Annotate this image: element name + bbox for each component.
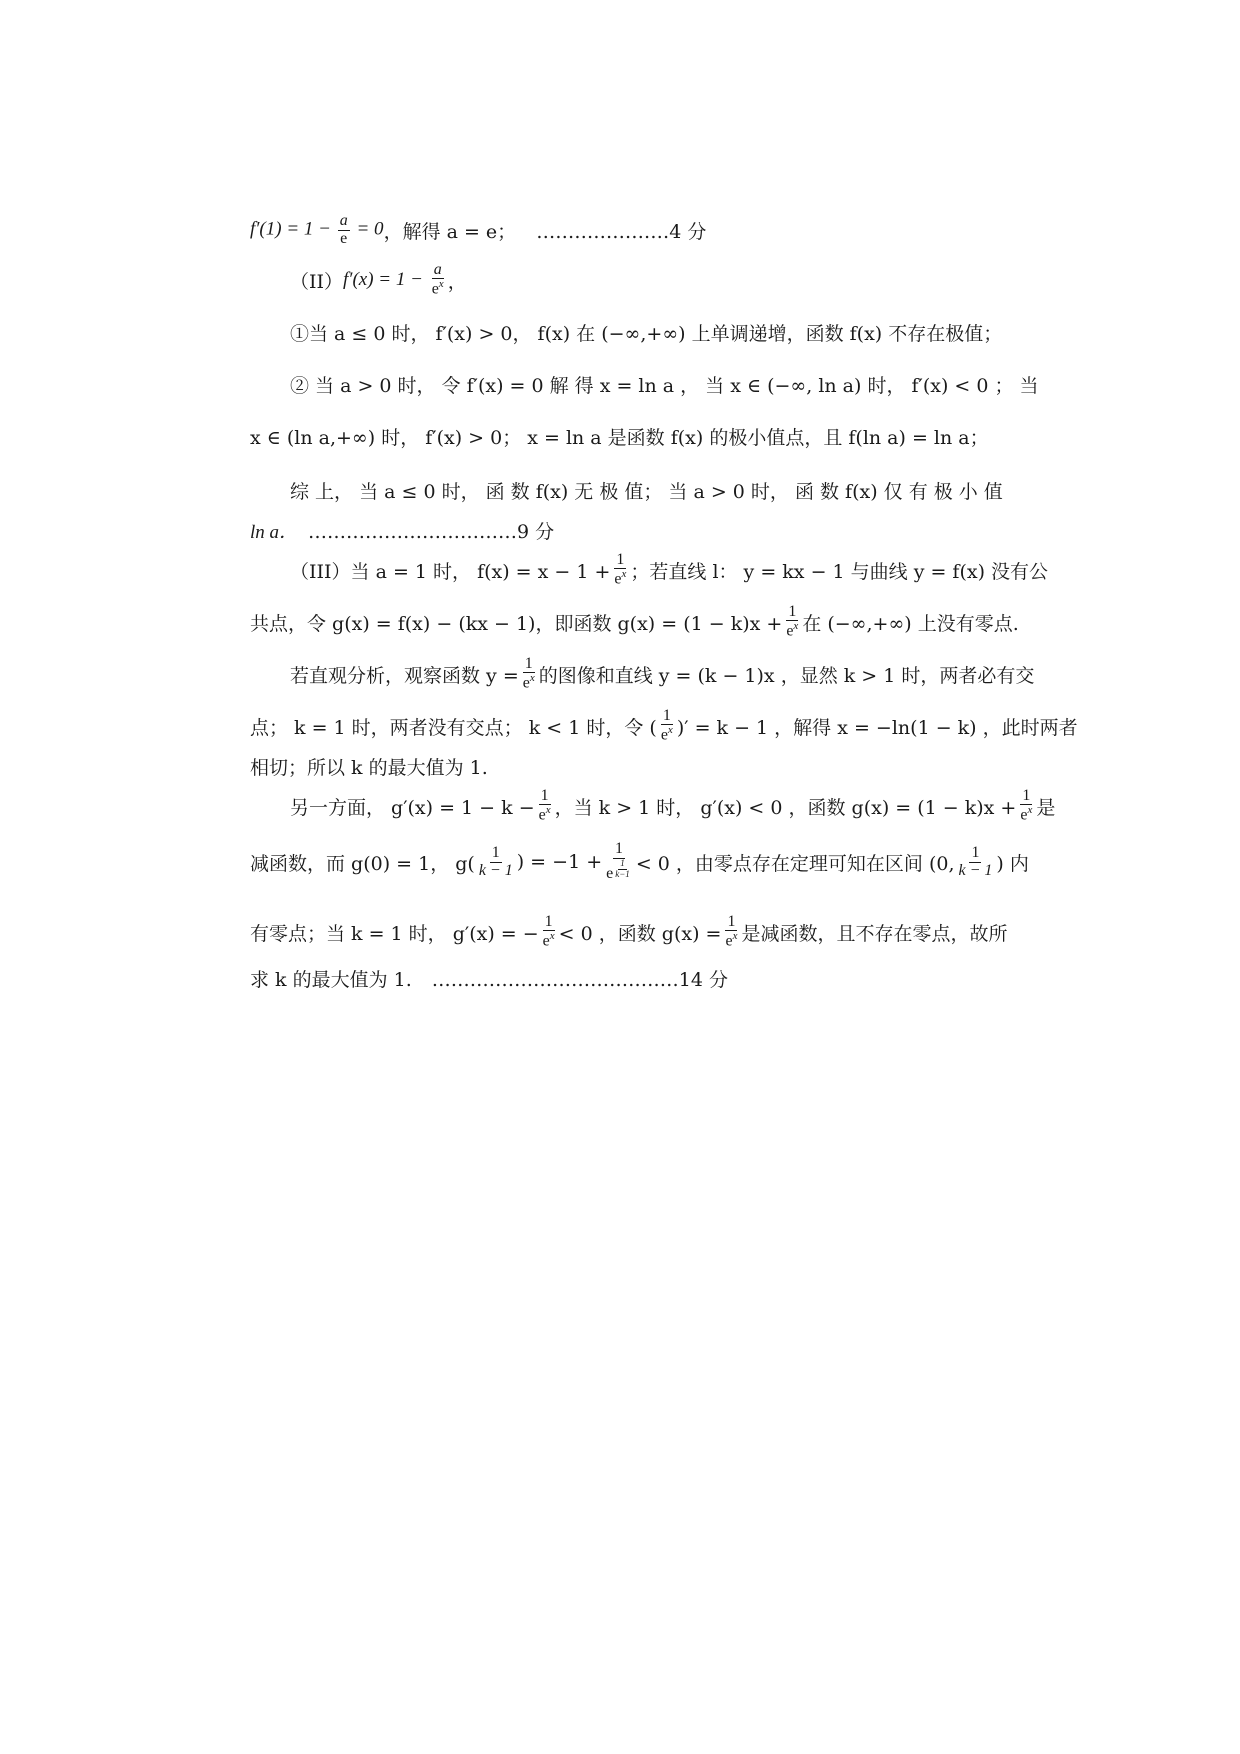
line-11 [250, 704, 1078, 748]
text: x ∈ (ln a,+∞) 时， f′(x) > 0； x = ln a 是函数 f(x) 的极小值点，且 f(ln a) = ln a； [250, 426, 989, 449]
score-14: …………………………………14 分 [431, 968, 728, 991]
post-2: ) 内 [996, 852, 1029, 875]
text: 相切；所以 k 的最大值为 1. [250, 756, 488, 779]
line-14 [250, 840, 1029, 884]
part-label: （II） [290, 270, 344, 293]
pre: 共点，令 g(x) = f(x) − (kx − 1)，即函数 g(x) = (1 − k)x + [250, 612, 783, 635]
fraction-1: $\frac{1}{k - 1}$ [478, 843, 513, 879]
formula: f′(x) = 1 − $\frac{a}{e^x}$ [343, 260, 444, 298]
case-1-text: ①当 a ≤ 0 时， f′(x) > 0， f(x) 在 (−∞,+∞) 上单调递增，函数 f(x) 不存在极值； [290, 322, 1003, 345]
pre: 若直观分析，观察函数 y = [290, 664, 519, 687]
line-8 [250, 548, 1049, 592]
fraction-2: $\frac{1}{e^x}$ [1020, 786, 1033, 824]
score-9: ……………………………9 分 [308, 520, 555, 543]
text: ln a． [250, 521, 299, 543]
fraction-3: $\frac{1}{k - 1}$ [958, 843, 993, 879]
pre: 减函数，而 g(0) = 1， g( [250, 852, 475, 875]
fraction-1: $\frac{1}{e^x}$ [542, 912, 555, 950]
line-6 [250, 468, 1010, 512]
line-3 [250, 310, 1010, 354]
text: 求 k 的最大值为 1. [250, 968, 412, 991]
fraction-1: $\frac{1}{e^x}$ [538, 786, 551, 824]
post: 是减函数，且不存在零点，故所 [741, 922, 1008, 945]
fraction: $\frac{1}{e^x}$ [614, 550, 627, 588]
post: )′ = k − 1 ，解得 x = −ln(1 − k) ，此时两者 [676, 716, 1078, 739]
mid: < 0 ，函数 g(x) = [558, 922, 722, 945]
line-12 [250, 744, 1010, 788]
pre: 有零点；当 k = 1 时， g′(x) = − [250, 922, 539, 945]
post: 的图像和直线 y = (k − 1)x ，显然 k > 1 时，两者必有交 [538, 664, 1035, 687]
line-1 [250, 208, 1010, 252]
line-15 [250, 910, 1010, 954]
fraction-2: 1 e $^{\frac{1}{k-1}}$ [606, 840, 630, 882]
fraction: $\frac{1}{e^x}$ [522, 654, 535, 692]
formula: f′(1) = 1 − $\frac{a}{e}$ = 0 [250, 211, 384, 247]
line-13 [250, 784, 1056, 828]
fraction: $\frac{a}{e^x}$ [431, 260, 444, 298]
score-4: …………………4 分 [536, 220, 707, 243]
mid: ) = −1 + [516, 851, 603, 873]
line-7 [250, 508, 1010, 552]
line-10 [250, 652, 1035, 696]
case-2-text: ② 当 a > 0 时， 令 f′(x) = 0 解 得 x = ln a ， 当 x ∈ (−∞, ln a) 时， f′(x) < 0 ； 当 [290, 374, 1039, 397]
text: ，解得 a = e； [383, 220, 517, 243]
line-4 [250, 362, 1039, 406]
post: ；若直线 l： y = kx − 1 与曲线 y = f(x) 没有公 [630, 560, 1049, 583]
post: 在 (−∞,+∞) 上没有零点. [802, 612, 1019, 635]
part-label: （III） [290, 560, 351, 583]
post: 是 [1036, 796, 1056, 819]
line-16 [250, 956, 1010, 1000]
fraction: $\frac{1}{e^x}$ [660, 706, 673, 744]
post-1: < 0 ，由零点存在定理可知在区间 (0, [635, 852, 955, 875]
pre: 当 a = 1 时， f(x) = x − 1 + [350, 560, 611, 583]
mid: ，当 k > 1 时， g′(x) < 0 ，函数 g(x) = (1 − k)x + [554, 796, 1017, 819]
fraction-2: $\frac{1}{e^x}$ [725, 912, 738, 950]
fraction: $\frac{a}{e}$ [339, 211, 348, 247]
fraction: $\frac{1}{e^x}$ [786, 602, 799, 640]
pre: 另一方面， g′(x) = 1 − k − [290, 796, 535, 819]
line-9 [250, 600, 1019, 644]
summary-text: 综 上， 当 a ≤ 0 时， 函 数 f(x) 无 极 值； 当 a > 0 时， 函 数 f(x) 仅 有 极 小 值 [290, 480, 1003, 503]
line-5 [250, 414, 1010, 458]
line-2 [250, 258, 1010, 302]
pre: 点； k = 1 时，两者没有交点； k < 1 时，令 ( [250, 716, 657, 739]
tail: ， [447, 270, 467, 293]
